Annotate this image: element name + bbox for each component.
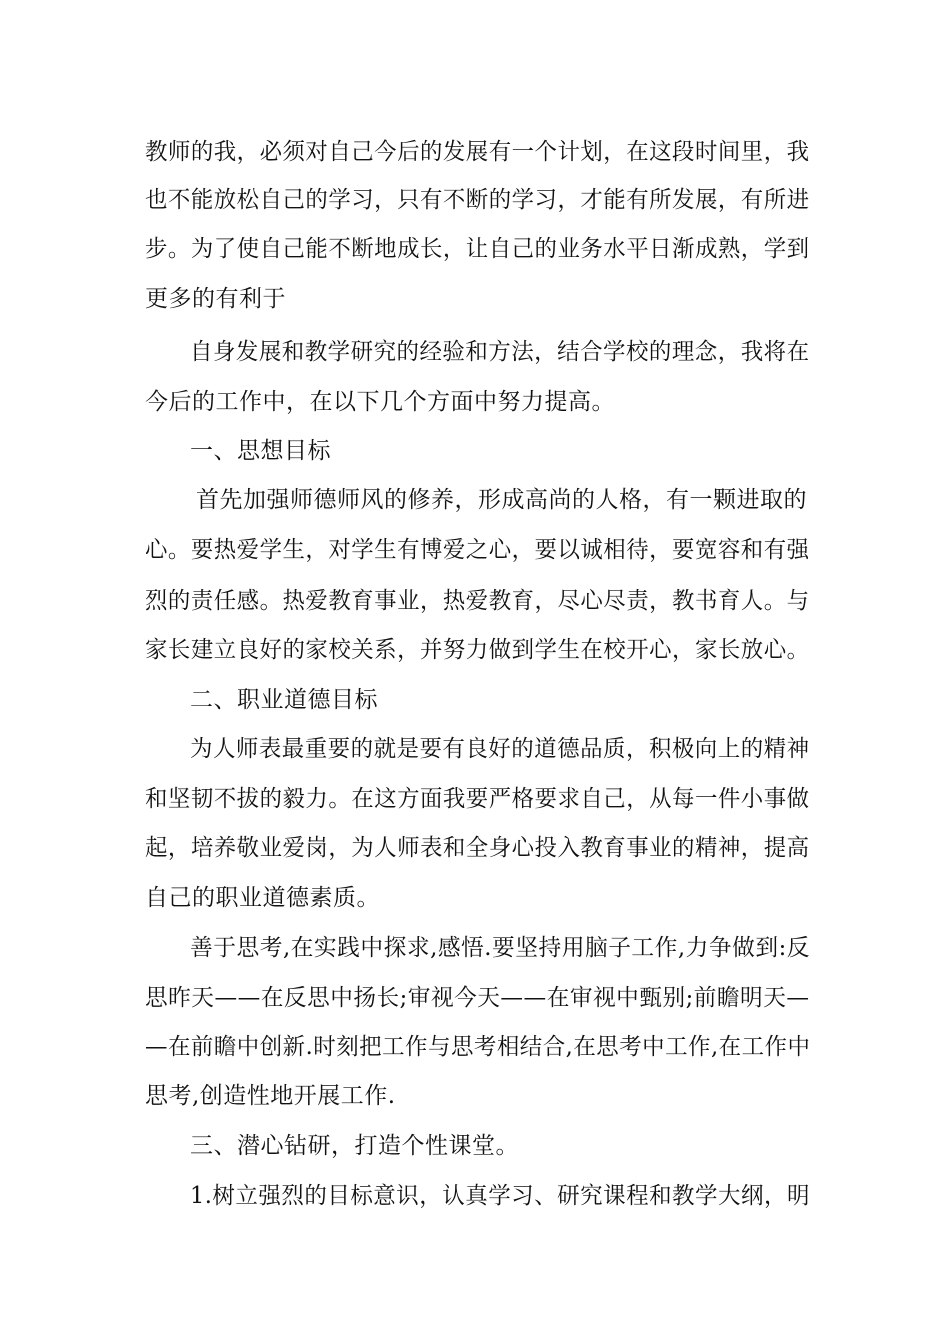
text-line: 自身发展和教学研究的经验和方法，结合学校的理念，我将在 (190, 339, 810, 365)
text-line: 步。为了使自己能不断地成长，让自己的业务水平日渐成熟，学到 (145, 236, 810, 262)
text-line: 烈的责任感。热爱教育事业，热爱教育，尽心尽责，教书育人。与 (145, 588, 810, 614)
text-line: —在前瞻中创新.时刻把工作与思考相结合,在思考中工作,在工作中 (145, 1034, 811, 1060)
text-line: 1.树立强烈的目标意识，认真学习、研究课程和教学大纲，明 (190, 1183, 810, 1209)
section-heading: 三、潜心钻研，打造个性课堂。 (190, 1133, 519, 1159)
text-line: 首先加强师德师风的修养，形成高尚的人格，有一颗进取的 (196, 487, 807, 513)
text-line: 自己的职业道德素质。 (145, 885, 380, 911)
text-line: 善于思考,在实践中探求,感悟.要坚持用脑子工作,力争做到:反 (190, 935, 810, 961)
text-line: 更多的有利于 (145, 286, 286, 312)
section-heading: 二、职业道德目标 (190, 687, 378, 713)
text-line: 心。要热爱学生，对学生有博爱之心，要以诚相待，要宽容和有强 (145, 537, 810, 563)
text-line: 和坚韧不拔的毅力。在这方面我要严格要求自己，从每一件小事做 (145, 786, 810, 812)
section-heading: 一、思想目标 (190, 438, 331, 464)
text-line: 思昨天——在反思中扬长;审视今天——在审视中甄别;前瞻明天— (145, 985, 810, 1011)
text-line: 也不能放松自己的学习，只有不断的学习，才能有所发展，有所进 (145, 187, 810, 213)
text-line: 为人师表最重要的就是要有良好的道德品质，积极向上的精神 (190, 736, 810, 762)
text-line: 思考,创造性地开展工作. (145, 1083, 396, 1109)
text-line: 今后的工作中，在以下几个方面中努力提高。 (145, 389, 615, 415)
text-line: 教师的我，必须对自己今后的发展有一个计划，在这段时间里，我 (145, 139, 810, 165)
text-line: 起，培养敬业爱岗，为人师表和全身心投入教育事业的精神，提高 (145, 835, 810, 861)
text-line: 家长建立良好的家校关系，并努力做到学生在校开心，家长放心。 (145, 637, 810, 663)
